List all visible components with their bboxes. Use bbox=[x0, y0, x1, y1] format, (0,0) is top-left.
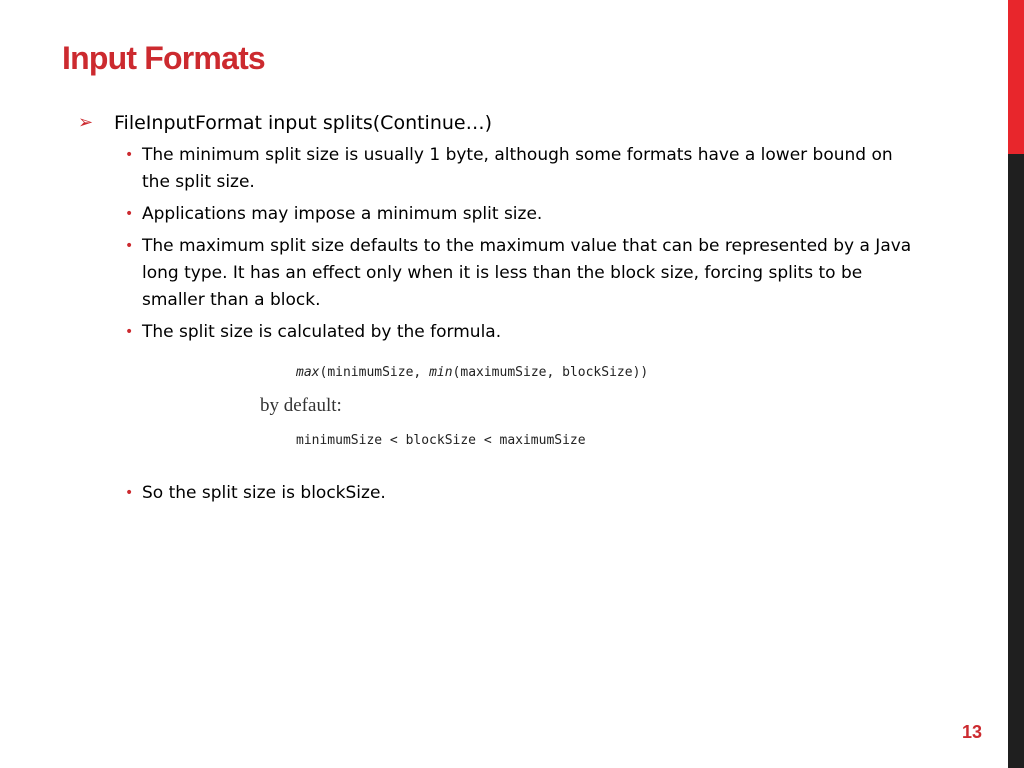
bullet-text: Applications may impose a minimum split size. bbox=[142, 204, 543, 224]
main-point bbox=[78, 108, 918, 138]
bullet-text: The split size is calculated by the formula. bbox=[142, 322, 502, 342]
bullet-dot-icon: • bbox=[125, 238, 134, 254]
formula-image bbox=[78, 351, 918, 475]
slide-content bbox=[78, 108, 918, 512]
bullet-text: So the split size is blockSize. bbox=[142, 483, 386, 503]
page-number: 13 bbox=[962, 722, 983, 742]
bullet-text: The minimum split size is usually 1 byte, although some formats have a lower bound on the split size. bbox=[142, 145, 893, 192]
side-accent-bar-red bbox=[1008, 0, 1024, 154]
formula-default-label: by default: bbox=[260, 395, 342, 416]
bullet-list bbox=[78, 142, 918, 346]
main-point-text: FileInputFormat input splits(Continue…) bbox=[114, 112, 493, 134]
formula-arg-min: minimumSize bbox=[327, 365, 414, 380]
bullet-item bbox=[125, 319, 918, 346]
bullet-item bbox=[125, 480, 918, 507]
bullet-dot-icon: • bbox=[125, 147, 134, 163]
bullet-item bbox=[125, 142, 918, 196]
formula-fn-min: min bbox=[429, 365, 453, 380]
bullet-item bbox=[125, 201, 918, 228]
bullet-dot-icon: • bbox=[125, 485, 134, 501]
bullet-dot-icon: • bbox=[125, 324, 134, 340]
formula-relation: minimumSize < blockSize < maximumSize bbox=[296, 433, 586, 448]
formula-expression: max(minimumSize, min(maximumSize, blockSize)) bbox=[296, 365, 649, 380]
formula-arg-block: blockSize bbox=[562, 365, 633, 380]
arrow-bullet-icon: ➢ bbox=[78, 112, 94, 133]
side-accent-bar-dark bbox=[1008, 154, 1024, 768]
formula-fn-max: max bbox=[296, 365, 320, 380]
bullet-list-final bbox=[78, 480, 918, 507]
bullet-text: The maximum split size defaults to the maximum value that can be represented by a Java long type. It has an effect only when it is less than the block size, forcing splits to be smaller than a block. bbox=[142, 236, 912, 310]
slide-title: Input Formats bbox=[62, 40, 265, 76]
bullet-item bbox=[125, 233, 918, 314]
bullet-dot-icon: • bbox=[125, 206, 134, 222]
formula-arg-max: maximumSize bbox=[460, 365, 547, 380]
